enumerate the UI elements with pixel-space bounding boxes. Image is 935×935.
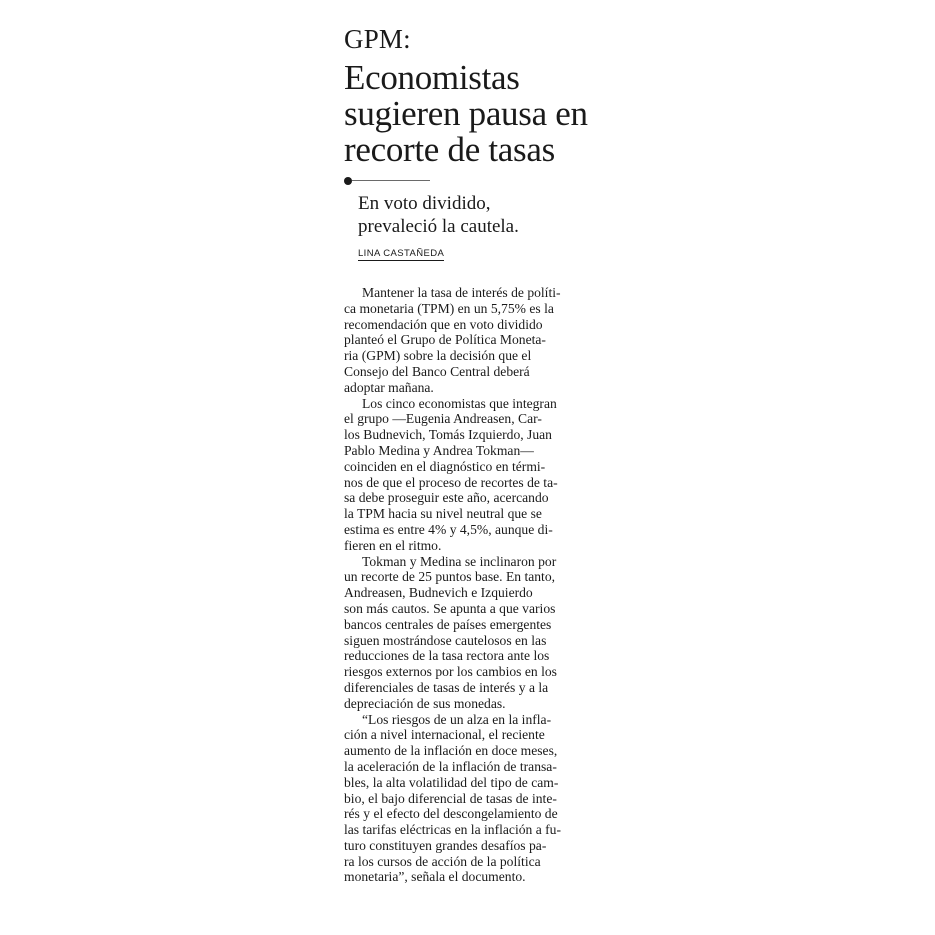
bullet-dot-icon (344, 177, 352, 185)
paragraph-line: Andreasen, Budnevich e Izquierdo (344, 585, 533, 601)
paragraph-line: recomendación que en voto dividido (344, 316, 543, 332)
headline-line: sugieren pausa en (344, 94, 588, 133)
paragraph-line: aumento de la inflación en doce meses, (344, 743, 558, 759)
paragraph-line: coinciden en el diagnóstico en térmi- (344, 458, 546, 474)
paragraph-line: las tarifas eléctricas en la inflación a fu- (344, 822, 562, 838)
paragraph-line: bio, el bajo diferencial de tasas de inte- (344, 790, 557, 806)
rule-line (352, 180, 430, 181)
article-paragraph (344, 554, 596, 712)
article-deck (358, 192, 596, 238)
paragraph-line: son más cautos. Se apunta a que varios (344, 600, 556, 616)
article-byline: LINA CASTAÑEDA (358, 248, 445, 259)
paragraph-line: riesgos externos por los cambios en los (344, 664, 557, 680)
article-kicker: GPM: (344, 24, 411, 54)
paragraph-line: bles, la alta volatilidad del tipo de cam- (344, 774, 559, 790)
article-headline (344, 60, 596, 168)
paragraph-line: ra los cursos de acción de la política (344, 853, 541, 869)
section-rule (344, 176, 596, 186)
deck-line: En voto dividido, (358, 193, 491, 214)
paragraph-line: turo constituyen grandes desafíos pa- (344, 837, 547, 853)
paragraph-line: la TPM hacia su nivel neutral que se (344, 506, 542, 522)
paragraph-line: sa debe proseguir este año, acercando (344, 490, 549, 506)
paragraph-line: rés y el efecto del descongelamiento de (344, 806, 558, 822)
paragraph-line: fieren en el ritmo. (344, 537, 442, 553)
paragraph-line: la aceleración de la inflación de transa- (344, 758, 557, 774)
article-paragraph (344, 285, 596, 396)
headline-line: Economistas (344, 58, 520, 97)
paragraph-line: Consejo del Banco Central deberá (344, 363, 530, 379)
paragraph-line: Mantener la tasa de interés de políti- (362, 285, 561, 300)
article-paragraph (344, 712, 596, 886)
paragraph-line: estima es entre 4% y 4,5%, aunque di- (344, 521, 553, 537)
paragraph-line: ria (GPM) sobre la decisión que el (344, 348, 532, 364)
paragraph-line: el grupo —Eugenia Andreasen, Car- (344, 411, 542, 427)
headline-line: recorte de tasas (344, 130, 555, 169)
paragraph-line: siguen mostrándose cautelosos en las (344, 632, 547, 648)
paragraph-line: adoptar mañana. (344, 379, 434, 395)
paragraph-line: ca monetaria (TPM) en un 5,75% es la (344, 300, 554, 316)
paragraph-line: Pablo Medina y Andrea Tokman— (344, 442, 534, 458)
article-paragraph (344, 396, 596, 554)
paragraph-line: planteó el Grupo de Política Moneta- (344, 332, 546, 348)
paragraph-line: reducciones de la tasa rectora ante los (344, 648, 550, 664)
article-body (344, 285, 596, 885)
paragraph-line: bancos centrales de países emergentes (344, 616, 552, 632)
paragraph-line: Los cinco economistas que integran (362, 395, 557, 411)
paragraph-line: un recorte de 25 puntos base. En tanto, (344, 569, 556, 585)
news-article (344, 24, 596, 885)
paragraph-line: ción a nivel internacional, el reciente (344, 727, 545, 743)
paragraph-line: “Los riesgos de un alza en la infla- (362, 711, 552, 727)
paragraph-line: los Budnevich, Tomás Izquierdo, Juan (344, 427, 552, 443)
paragraph-line: monetaria”, señala el documento. (344, 869, 526, 885)
paragraph-line: Tokman y Medina se inclinaron por (362, 553, 557, 569)
paragraph-line: depreciación de sus monedas. (344, 695, 506, 711)
paragraph-line: diferenciales de tasas de interés y a la (344, 679, 549, 695)
paragraph-line: nos de que el proceso de recortes de ta- (344, 474, 558, 490)
deck-line: prevaleció la cautela. (358, 216, 519, 237)
